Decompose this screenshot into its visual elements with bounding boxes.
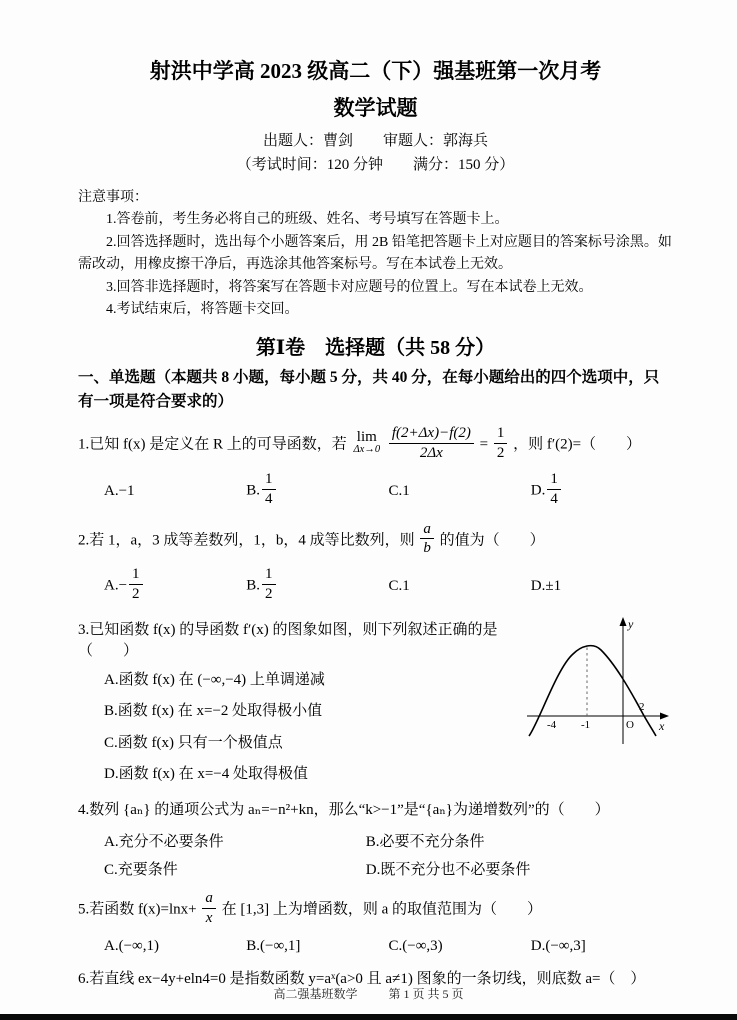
q1-option-c: C.1 — [388, 482, 410, 499]
q5-option-a: A.(−∞,1) — [104, 937, 159, 954]
tick-label-neg4: -4 — [547, 718, 557, 731]
q1-option-b — [246, 470, 388, 510]
footer-page-number: 第 1 页 共 5 页 — [388, 987, 464, 1001]
x-axis-label: x — [659, 718, 665, 733]
q3-option-b: B.函数 f(x) 在 x=−2 处取得极小值 — [104, 703, 323, 720]
fraction-denominator: 4 — [262, 489, 276, 508]
fraction-denominator: x — [202, 908, 216, 927]
q5-stem-pre: 5.若函数 f(x)=lnx+ — [78, 901, 197, 918]
q1-options — [78, 470, 673, 510]
fraction-denominator: 2 — [494, 443, 508, 462]
fraction-numerator: a — [423, 520, 431, 537]
q3-option-c: C.函数 f(x) 只有一个极值点 — [104, 734, 283, 751]
exam-subtitle: 数学试题 — [333, 96, 418, 121]
q2-option-a — [104, 568, 246, 605]
question-4: 4.数列 {aₙ} 的通项公式为 aₙ=−n²+kn，那么“k>−1”是“{aₙ}为递增数列”的（ ） — [78, 801, 610, 818]
limit-notation — [354, 430, 381, 456]
option-label: B. — [246, 577, 261, 594]
notice-title: 注意事项： — [78, 189, 148, 205]
q4-option-a: A.充分不必要条件 — [104, 833, 224, 850]
fraction-numerator: a — [205, 889, 213, 906]
page-bottom-edge — [0, 1014, 737, 1020]
q3-option-d: D.函数 f(x) 在 x=−4 处取得极值 — [104, 766, 308, 783]
q4-option-b: B.必要不充分条件 — [365, 833, 485, 850]
fraction-numerator: f(2+Δx)−f(2) — [391, 425, 471, 442]
fraction — [129, 566, 143, 603]
fraction-numerator: 1 — [550, 470, 558, 487]
q5-stem-post: 在 [1,3] 上为增函数，则 a 的取值范围为（ ） — [221, 901, 542, 918]
q5-option-c: C.(−∞,3) — [388, 937, 443, 954]
notice-item-2: 2.回答选择题时，选出每个小题答案后，用 2B 铅笔把答题卡上对应题目的答案标号涂黑。如需改动，用橡皮擦干净后，再选涂其他答案标号。写在本试卷上无效。 — [78, 234, 672, 273]
notice-item-1: 1.答卷前，考生务必将自己的班级、姓名、考号填写在答题卡上。 — [106, 212, 509, 228]
q2-stem-post: 的值为（ ） — [439, 532, 545, 549]
part-title: 一、单选题（本题共 8 小题，每小题 5 分，共 40 分，在每小题给出的四个选项中，只有一项是符合要求的） — [78, 369, 660, 411]
option-label: B. — [246, 482, 261, 499]
q2-stem-pre: 2.若 1，a，3 成等差数列，1，b，4 成等比数列，则 — [78, 532, 415, 549]
q2-option-c: C.1 — [388, 577, 410, 594]
q1-value-fraction — [494, 425, 508, 462]
fraction-denominator: b — [420, 538, 434, 557]
q2-options — [78, 568, 673, 605]
q2-option-b — [246, 568, 388, 605]
origin-label: O — [626, 718, 634, 731]
authors-line: 出题人：曹剑 审题人：郭海兵 — [262, 133, 488, 150]
fraction-numerator: 1 — [496, 425, 505, 442]
derivative-graph-svg — [523, 614, 673, 750]
question-5 — [78, 889, 673, 929]
q1-stem-post: ，则 f′(2)=（ ） — [513, 437, 642, 454]
fraction-numerator: 1 — [265, 470, 273, 487]
q1-option-d — [530, 470, 673, 510]
q4-option-d: D.既不充分也不必要条件 — [365, 861, 531, 878]
question-3 — [78, 618, 673, 786]
q5-option-d: D.(−∞,3] — [530, 937, 586, 954]
option-label: A.− — [104, 577, 128, 594]
notice-item-4: 4.考试结束后，将答题卡交回。 — [106, 301, 299, 317]
q5-option-b: B.(−∞,1] — [246, 937, 301, 954]
fraction-denominator: 4 — [547, 489, 561, 508]
q3-stem: 3.已知函数 f(x) 的导函数 f′(x) 的图象如图，则下列叙述正确的是（ ） — [78, 621, 498, 659]
limit-subscript: Δx→0 — [353, 443, 381, 455]
notice-item-3: 3.回答非选择题时，将答案写在答题卡对应题号的位置上。写在本试卷上无效。 — [106, 279, 593, 295]
q4-options — [78, 830, 673, 879]
q2-option-d: D.±1 — [530, 577, 562, 594]
fraction-denominator: 2Δx — [389, 443, 474, 462]
tick-label-2: 2 — [639, 700, 645, 713]
option-label: D. — [530, 482, 546, 499]
fraction — [262, 566, 276, 603]
q1-stem-pre: 1.已知 f(x) 是定义在 R 上的可导函数，若 — [78, 437, 347, 454]
exam-info-line: （考试时间：120 分钟 满分：150 分） — [236, 157, 515, 174]
fraction — [547, 471, 561, 508]
exam-title: 射洪中学高 2023 级高二（下）强基班第一次月考 — [149, 59, 602, 83]
q2-fraction — [420, 521, 434, 558]
footer-course-label: 高二强基班数学 — [273, 987, 358, 1001]
fraction-numerator: 1 — [265, 566, 273, 583]
y-axis-label: y — [628, 616, 634, 631]
section-title: 第Ⅰ卷 选择题（共 58 分） — [255, 337, 496, 360]
question-6: 6.若直线 ex−4y+eln4=0 是指数函数 y=aˣ(a>0 且 a≠1) 图象的一条切线，则底数 a=（ ） — [78, 970, 646, 987]
question-2 — [78, 520, 673, 560]
question-1 — [78, 427, 673, 464]
tick-label-neg1: -1 — [581, 718, 591, 731]
fraction-denominator: 2 — [129, 584, 143, 603]
fraction-denominator: 2 — [262, 584, 276, 603]
page-footer — [0, 985, 737, 1002]
derivative-graph — [523, 614, 673, 750]
q1-difference-quotient-fraction — [389, 425, 474, 462]
q5-options — [78, 938, 673, 955]
q1-option-a: A.−1 — [104, 482, 135, 499]
q5-fraction — [202, 890, 216, 927]
limit-word: lim — [356, 428, 377, 445]
fraction — [262, 471, 276, 508]
y-axis-arrow — [620, 617, 627, 626]
notice-section — [78, 187, 673, 321]
equals-sign: = — [479, 437, 489, 454]
q4-option-c: C.充要条件 — [104, 861, 178, 878]
q3-option-a: A.函数 f(x) 在 (−∞,−4) 上单调递减 — [104, 671, 325, 688]
fraction-numerator: 1 — [132, 566, 140, 583]
